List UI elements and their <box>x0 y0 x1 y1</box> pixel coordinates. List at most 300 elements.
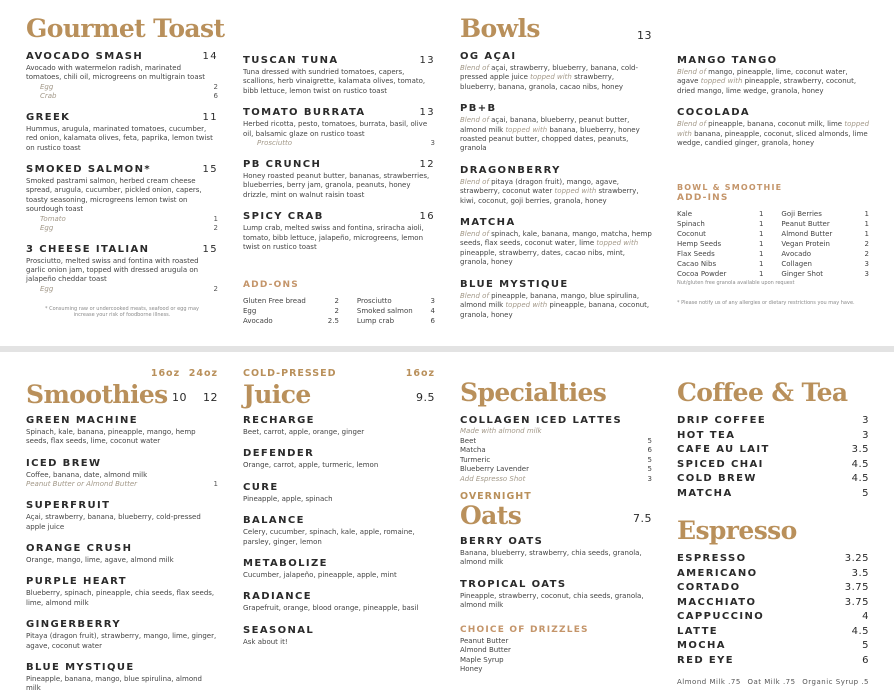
menu-item-title: ORANGE CRUSH <box>26 543 133 555</box>
table-item: Kale <box>677 210 693 219</box>
drink-name: AMERICANO <box>677 567 758 579</box>
menu-item-price: 12 <box>419 159 435 171</box>
menu-item-description: Banana, blueberry, strawberry, chia seeds, granola, almond milk <box>460 549 642 567</box>
smoothies-size-label: 16oz 24oz <box>150 368 218 379</box>
menu-item-description: Ask about it! <box>243 637 288 646</box>
table-price: 2 <box>864 250 869 259</box>
drink-name: CAPPUCCINO <box>677 611 765 622</box>
drink-name: RED EYE <box>677 654 735 666</box>
menu-item-description: Hummus, arugula, marinated tomatoes, cucumber, red onion, kalamata olives, feta, paprika, lemon twist on rustico toast <box>26 124 213 152</box>
addon-price: 1 <box>213 214 218 223</box>
menu-item-name <box>243 591 435 603</box>
menu-item-title: BERRY OATS <box>460 536 544 547</box>
addons-table <box>243 296 435 326</box>
menu-item-name <box>243 55 435 67</box>
description-italic: topped with <box>596 239 639 248</box>
menu-item-description <box>460 64 652 92</box>
addon-price: 1 <box>213 480 218 489</box>
oats-price: 7.5 <box>633 512 652 525</box>
menu-item-name <box>243 107 435 119</box>
menu-item <box>243 55 435 96</box>
table-price: 6 <box>430 317 435 326</box>
juice-title: Juice <box>243 380 311 409</box>
addon-price: 6 <box>213 91 218 100</box>
menu-item-title: TOMATO BURRATA <box>243 107 366 119</box>
menu-item <box>243 107 435 148</box>
drink-row <box>677 581 869 596</box>
espresso-footer <box>677 678 869 686</box>
menu-item-title: METABOLIZE <box>243 558 328 570</box>
table-price: 1 <box>864 210 869 219</box>
menu-item-name <box>243 482 435 494</box>
addins-table <box>677 209 869 279</box>
menu-item-description: Pineapple, strawberry, coconut, chia seeds, granola, almond milk <box>460 591 644 610</box>
addons-title: ADD-ONS <box>243 280 299 291</box>
table-price: 3 <box>864 260 869 269</box>
description-text: pineapple, strawberry, dates, cacao nibs, mint, granola, honey <box>460 248 626 267</box>
drink-row <box>677 429 869 444</box>
table-item: Hemp Seeds <box>677 240 722 249</box>
menu-item-name <box>26 619 218 631</box>
drizzle-option: Almond Butter <box>460 646 511 655</box>
drink-price: 3.5 <box>851 567 869 579</box>
drink-row <box>677 443 869 458</box>
table-row <box>243 296 435 306</box>
coffee-list <box>677 414 869 501</box>
table-price: 1 <box>758 240 764 249</box>
description-text: pitaya (dragon fruit), mango, agave, strawberry, coconut water <box>460 177 620 196</box>
table-item: Smoked salmon <box>356 307 413 316</box>
drink-row <box>677 654 869 669</box>
table-row <box>677 269 869 279</box>
menu-item-description: Grapefruit, orange, blood orange, pineapple, basil <box>243 604 419 613</box>
table-price: 1 <box>864 220 869 229</box>
table-row <box>677 249 869 259</box>
table-item: Avocado <box>243 317 273 326</box>
coffee-section <box>677 379 869 686</box>
menu-item-title: PURPLE HEART <box>26 576 127 588</box>
gourmet-toast-section <box>26 14 225 318</box>
menu-item-title: BLUE MYSTIQUE <box>26 662 135 674</box>
bowls-items <box>460 51 652 320</box>
menu-item <box>677 55 869 96</box>
menu-item <box>243 625 435 647</box>
latte-row <box>460 456 652 466</box>
menu-item-name <box>243 558 435 570</box>
drink-row <box>677 414 869 429</box>
menu-item-name <box>243 159 435 171</box>
table-item: Gluten Free bread <box>243 297 306 306</box>
toast-items <box>26 51 218 294</box>
menu-item-title: CURE <box>243 481 279 493</box>
menu-item-name <box>677 107 869 119</box>
menu-item-addon <box>26 285 218 294</box>
menu-item <box>26 164 218 233</box>
drizzle-option: Honey <box>460 665 483 674</box>
table-price: 1 <box>758 210 764 219</box>
menu-item-name <box>26 51 218 63</box>
table-item: Lump crab <box>356 317 395 326</box>
menu-item-title: SPICY CRAB <box>243 211 324 223</box>
table-row <box>677 209 869 219</box>
table-row <box>677 219 869 229</box>
addins-title-1: BOWL & SMOOTHIE <box>677 183 783 193</box>
table-item: Ginger Shot <box>781 270 823 279</box>
description-italic: topped with <box>700 77 745 86</box>
drink-name: LATTE <box>677 625 719 637</box>
table-price: 1 <box>758 230 764 239</box>
description-italic: topped with <box>505 301 550 310</box>
espresso-list <box>677 552 869 668</box>
menu-item-name <box>26 576 218 588</box>
drink-price: 3.75 <box>844 582 869 593</box>
menu-item <box>243 159 435 200</box>
bowls-items-2 <box>677 55 869 148</box>
menu-item <box>26 619 218 651</box>
bowls-price: 13 <box>637 29 652 42</box>
menu-item-name <box>26 112 218 124</box>
menu-item-name <box>243 211 435 223</box>
menu-item-title: 3 CHEESE ITALIAN <box>26 243 150 255</box>
description-text: mango, pineapple, lime, coconut water, agave <box>677 68 848 86</box>
menu-item <box>243 558 435 580</box>
menu-item-title: AVOCADO SMASH <box>26 51 144 62</box>
menu-item-description: Celery, cucumber, spinach, kale, apple, romaine, parsley, ginger, lemon <box>243 528 415 546</box>
menu-item-name <box>26 543 218 555</box>
drink-row <box>677 552 869 567</box>
menu-item-description: Pitaya (dragon fruit), strawberry, mango, lime, ginger, agave, coconut water <box>26 632 217 650</box>
menu-item-description: Pineapple, banana, mango, blue spirulina, almond milk <box>26 675 202 693</box>
menu-item-name <box>243 448 435 460</box>
oats-items <box>460 536 652 611</box>
drink-name: MATCHA <box>677 487 733 499</box>
menu-item-title: TUSCAN TUNA <box>243 55 339 66</box>
menu-item-name <box>460 165 652 177</box>
description-text: banana, pineapple, coconut, sliced almonds, lime wedge, candied ginger, granola, honey <box>677 129 868 148</box>
menu-item-title: OG AÇAI <box>460 51 517 62</box>
menu-item-name <box>243 415 435 427</box>
description-text: pineapple, banana, mango, blue spirulina, almond milk <box>460 291 640 310</box>
table-price: 1 <box>758 220 764 229</box>
table-item: Vegan Protein <box>781 240 830 249</box>
menu-item-description <box>460 178 652 206</box>
menu-item-description: Açai, strawberry, banana, blueberry, cold-pressed apple juice <box>26 513 201 531</box>
description-text: açai, banana, blueberry, peanut butter, almond milk <box>460 116 630 134</box>
smoothies-section <box>26 368 218 694</box>
menu-item-description: Cucumber, jalapeño, pineapple, apple, mint <box>243 571 397 580</box>
menu-item-description: Beet, carrot, apple, orange, ginger <box>243 428 365 436</box>
drink-price: 4.5 <box>851 458 869 470</box>
menu-item <box>26 51 218 101</box>
table-price: 3 <box>430 297 435 306</box>
bowls-section-2 <box>677 46 869 306</box>
gourmet-toast-title: Gourmet Toast <box>26 14 225 43</box>
latte-name: Matcha <box>460 446 486 454</box>
menu-item <box>243 448 435 470</box>
description-text: strawberry, kiwi, coconut, goji berries, granola, honey <box>460 187 639 205</box>
menu-item-addon <box>26 224 218 233</box>
menu-item <box>26 458 218 489</box>
menu-item-name <box>460 217 652 229</box>
menu-item-description: Prosciutto, melted swiss and fontina with roasted garlic onion jam, topped with dressed arugula on jalapeño cheddar toast <box>26 256 199 284</box>
menu-item-title: ICED BREW <box>26 457 102 469</box>
table-row <box>243 306 435 316</box>
addon-name: Tomato <box>40 214 66 223</box>
menu-item-addon <box>26 83 218 92</box>
drink-row <box>677 625 869 640</box>
drink-price: 3 <box>862 415 869 426</box>
table-item: Peanut Butter <box>781 220 830 229</box>
menu-item-description <box>677 68 869 96</box>
table-item: Prosciutto <box>356 297 392 306</box>
description-italic: Blend of <box>460 116 492 125</box>
menu-item-description: Herbed ricotta, pesto, tomatoes, burrata, basil, olive oil, balsamic glaze on rustico toast <box>243 120 428 138</box>
gourmet-toast-section-2 <box>243 46 435 326</box>
menu-item <box>243 591 435 613</box>
description-italic: topped with <box>554 187 599 196</box>
collagen-lattes <box>460 415 652 484</box>
smoothies-price-24oz: 12 <box>203 391 218 404</box>
drink-price: 3.5 <box>851 444 869 455</box>
menu-item <box>460 579 652 611</box>
menu-item-description <box>677 120 869 148</box>
menu-item <box>460 536 652 568</box>
bowls-section <box>460 15 652 320</box>
add-espresso-shot-label: Add Espresso Shot <box>460 474 526 483</box>
specialties-section <box>460 379 652 675</box>
addon-price: 3 <box>430 139 435 148</box>
menu-item-title: BLUE MYSTIQUE <box>460 278 569 290</box>
addon-name: Egg <box>40 82 54 91</box>
menu-item <box>26 500 218 532</box>
table-row <box>677 239 869 249</box>
collagen-lattes-note: Made with almond milk <box>460 427 542 435</box>
menu-item-name <box>460 103 652 115</box>
latte-price: 6 <box>647 446 652 454</box>
drizzle-option: Peanut Butter <box>460 636 509 645</box>
drizzle-list <box>460 637 652 675</box>
menu-item-price: 13 <box>419 55 435 66</box>
description-italic: Blend of <box>677 120 709 129</box>
menu-item-price: 16 <box>419 211 435 223</box>
bowls-title: Bowls <box>460 14 540 43</box>
addins-section <box>677 182 869 306</box>
menu-item-title: MATCHA <box>460 217 516 229</box>
description-italic: Blend of <box>677 68 709 76</box>
menu-item-title: GREEK <box>26 111 71 123</box>
drink-price: 4 <box>862 611 869 622</box>
drink-name: MACCHIATO <box>677 596 757 608</box>
addon-price: 2 <box>213 223 218 232</box>
addon-name: Prosciutto <box>257 139 293 148</box>
table-item: Flax Seeds <box>677 250 715 259</box>
menu-item-name <box>677 55 869 67</box>
menu-item-name <box>460 279 652 291</box>
latte-list <box>460 437 652 475</box>
granola-note: Nut/gluten free granola available upon request <box>677 280 795 287</box>
addon-name: Peanut Butter or Almond Butter <box>26 480 138 489</box>
drink-price: 6 <box>862 654 869 666</box>
description-italic: topped with <box>530 73 575 82</box>
menu-item-name <box>243 625 435 637</box>
menu-item-name <box>26 500 218 512</box>
menu-item-title: SEASONAL <box>243 624 315 636</box>
description-text: pineapple, strawberry, coconut, dried mango, lime wedge, granola, honey <box>677 77 857 95</box>
description-text: spinach, kale, banana, mango, matcha, hemp seeds, flax seeds, coconut water, lime <box>460 230 652 248</box>
table-item: Spinach <box>677 220 705 229</box>
drink-row <box>677 458 869 473</box>
menu-item-addon <box>26 215 218 224</box>
juice-items <box>243 415 435 647</box>
drizzle-title: CHOICE OF DRIZZLES <box>460 624 589 635</box>
milk-option: Oat Milk .75 <box>747 678 796 686</box>
description-italic: Blend of <box>460 291 492 300</box>
add-espresso-shot-price: 3 <box>647 474 652 483</box>
table-row <box>677 229 869 239</box>
addon-name: Egg <box>40 284 54 293</box>
menu-item-description: Coffee, banana, date, almond milk <box>26 470 148 479</box>
table-price: 1 <box>864 230 869 239</box>
drink-price: 4.5 <box>851 625 869 637</box>
add-espresso-shot <box>460 475 652 485</box>
table-item: Avocado <box>781 250 812 259</box>
drink-name: DRIP COFFEE <box>677 415 767 426</box>
menu-item <box>26 112 218 153</box>
menu-item-description: Tuna dressed with sundried tomatoes, capers, scallions, herb vinaigrette, kalamata olives, tomato, bibb lettuce, lemon twist on rustico toast <box>243 68 426 95</box>
drink-name: MOCHA <box>677 640 726 651</box>
juice-price: 9.5 <box>416 391 435 404</box>
menu-item <box>243 482 435 504</box>
allergy-note: * Please notify us of any allergies or dietary restrictions you may have. <box>677 300 855 307</box>
menu-item-description: Avocado with watermelon radish, marinated tomatoes, chili oil, microgreens on multigrain toast <box>26 64 206 82</box>
menu-item-title: SUPERFRUIT <box>26 500 111 512</box>
latte-row <box>460 446 652 456</box>
menu-item <box>460 51 652 92</box>
juice-size-label: 16oz <box>405 368 435 379</box>
addon-name: Egg <box>40 223 54 232</box>
menu-item-name <box>26 458 218 470</box>
description-italic: topped with <box>505 125 550 134</box>
menu-item-name <box>26 415 218 427</box>
latte-name: Blueberry Lavender <box>460 465 529 473</box>
menu-item-name <box>243 515 435 527</box>
menu-item-name <box>460 579 652 591</box>
menu-item <box>26 244 218 294</box>
menu-item <box>26 543 218 565</box>
menu-item <box>243 211 435 252</box>
menu-item-title: MANGO TANGO <box>677 55 778 66</box>
menu-item-description: Pineapple, apple, spinach <box>243 494 333 503</box>
table-item: Goji Berries <box>781 210 822 219</box>
drizzle-option: Maple Syrup <box>460 655 504 664</box>
menu-item-description: Blueberry, spinach, pineapple, chia seeds, flax seeds, lime, almond milk <box>26 589 215 607</box>
latte-price: 5 <box>647 465 652 473</box>
latte-name: Turmeric <box>460 455 491 464</box>
menu-item-title: RECHARGE <box>243 415 315 426</box>
menu-item-title: DRAGONBERRY <box>460 164 561 176</box>
menu-item-title: GREEN MACHINE <box>26 415 138 426</box>
menu-item-price: 15 <box>202 164 218 176</box>
drink-row <box>677 487 869 502</box>
menu-item-name <box>460 536 652 548</box>
specialties-title: Specialties <box>460 378 607 407</box>
table-item: Cocoa Powder <box>677 270 727 279</box>
table-price: 2 <box>864 240 869 249</box>
menu-page-bottom <box>0 352 894 700</box>
description-italic: Blend of <box>460 177 492 186</box>
oats-kicker: OVERNIGHT <box>460 491 532 502</box>
juice-section <box>243 368 435 647</box>
latte-row <box>460 437 652 447</box>
menu-item-name <box>26 164 218 176</box>
menu-item <box>460 165 652 206</box>
menu-item-description: Orange, mango, lime, agave, almond milk <box>26 556 174 565</box>
menu-item-name <box>26 662 218 674</box>
smoothies-price-16oz: 10 <box>172 391 187 404</box>
oats-title: Oats <box>460 501 522 530</box>
drink-name: CORTADO <box>677 582 741 593</box>
toast-addons <box>243 280 435 326</box>
drink-price: 5 <box>862 640 869 651</box>
table-item: Coconut <box>677 230 706 239</box>
toast-items-2 <box>243 55 435 252</box>
addins-title-2: ADD-INS <box>677 193 729 204</box>
menu-item-title: BALANCE <box>243 515 305 527</box>
table-item: Almond Butter <box>781 230 833 239</box>
menu-item-description <box>460 230 652 268</box>
menu-item-price: 11 <box>202 111 218 123</box>
drink-row <box>677 567 869 582</box>
drink-name: ESPRESSO <box>677 553 747 564</box>
menu-item-description: Spinach, kale, banana, pineapple, mango, hemp seeds, flax seeds, lime, coconut water <box>26 428 196 446</box>
drink-name: CAFE AU LAIT <box>677 444 770 455</box>
menu-item-name <box>26 244 218 256</box>
menu-item-title: TROPICAL OATS <box>460 578 567 590</box>
milk-option: Almond Milk .75 <box>677 678 741 686</box>
menu-item-description: Orange, carrot, apple, turmeric, lemon <box>243 461 379 470</box>
addon-name: Crab <box>40 91 57 100</box>
table-price: 2 <box>334 297 339 306</box>
menu-item-title: GINGERBERRY <box>26 619 121 631</box>
drink-price: 3.25 <box>844 553 869 564</box>
addon-price: 2 <box>213 284 218 293</box>
menu-item-description: Smoked pastrami salmon, herbed cream cheese spread, arugula, cucumber, pickled onion, capers, toasty seasoning, microgreens lemon twist on sourdough toast <box>26 177 202 214</box>
description-italic: topped with <box>677 120 870 138</box>
menu-item <box>26 662 218 694</box>
table-price: 3 <box>864 270 869 279</box>
menu-item <box>243 415 435 437</box>
table-price: 1 <box>758 270 764 279</box>
collagen-lattes-name: COLLAGEN ICED LATTES <box>460 415 623 426</box>
drink-name: HOT TEA <box>677 429 736 441</box>
table-price: 4 <box>430 307 435 316</box>
menu-item <box>460 103 652 154</box>
table-price: 2 <box>334 307 339 316</box>
description-text: açai, strawberry, blueberry, banana, cold-pressed apple juice <box>460 64 639 82</box>
description-text: pineapple, banana, coconut, granola, honey <box>460 301 650 319</box>
drink-row <box>677 639 869 654</box>
menu-page-top <box>0 0 894 346</box>
menu-item-title: DEFENDER <box>243 448 315 460</box>
description-text: strawberry, blueberry, banana, granola, cacao nibs, honey <box>460 73 624 91</box>
description-text: pineapple, banana, coconut milk, lime <box>708 120 845 129</box>
menu-item-title: SMOKED SALMON* <box>26 164 151 176</box>
smoothies-items <box>26 415 218 694</box>
latte-price: 5 <box>647 436 652 445</box>
menu-item-description: Lump crab, melted swiss and fontina, sriracha aioli, tomato, bibb lettuce, jalapeño, microgreens, lemon twist on rustico toast <box>243 224 424 252</box>
menu-item-description: Honey roasted peanut butter, bananas, strawberries, blueberries, berry jam, granola, peanuts, honey drizzle, mint on walnut raisin toast <box>243 172 430 199</box>
drink-name: SPICED CHAI <box>677 458 764 470</box>
